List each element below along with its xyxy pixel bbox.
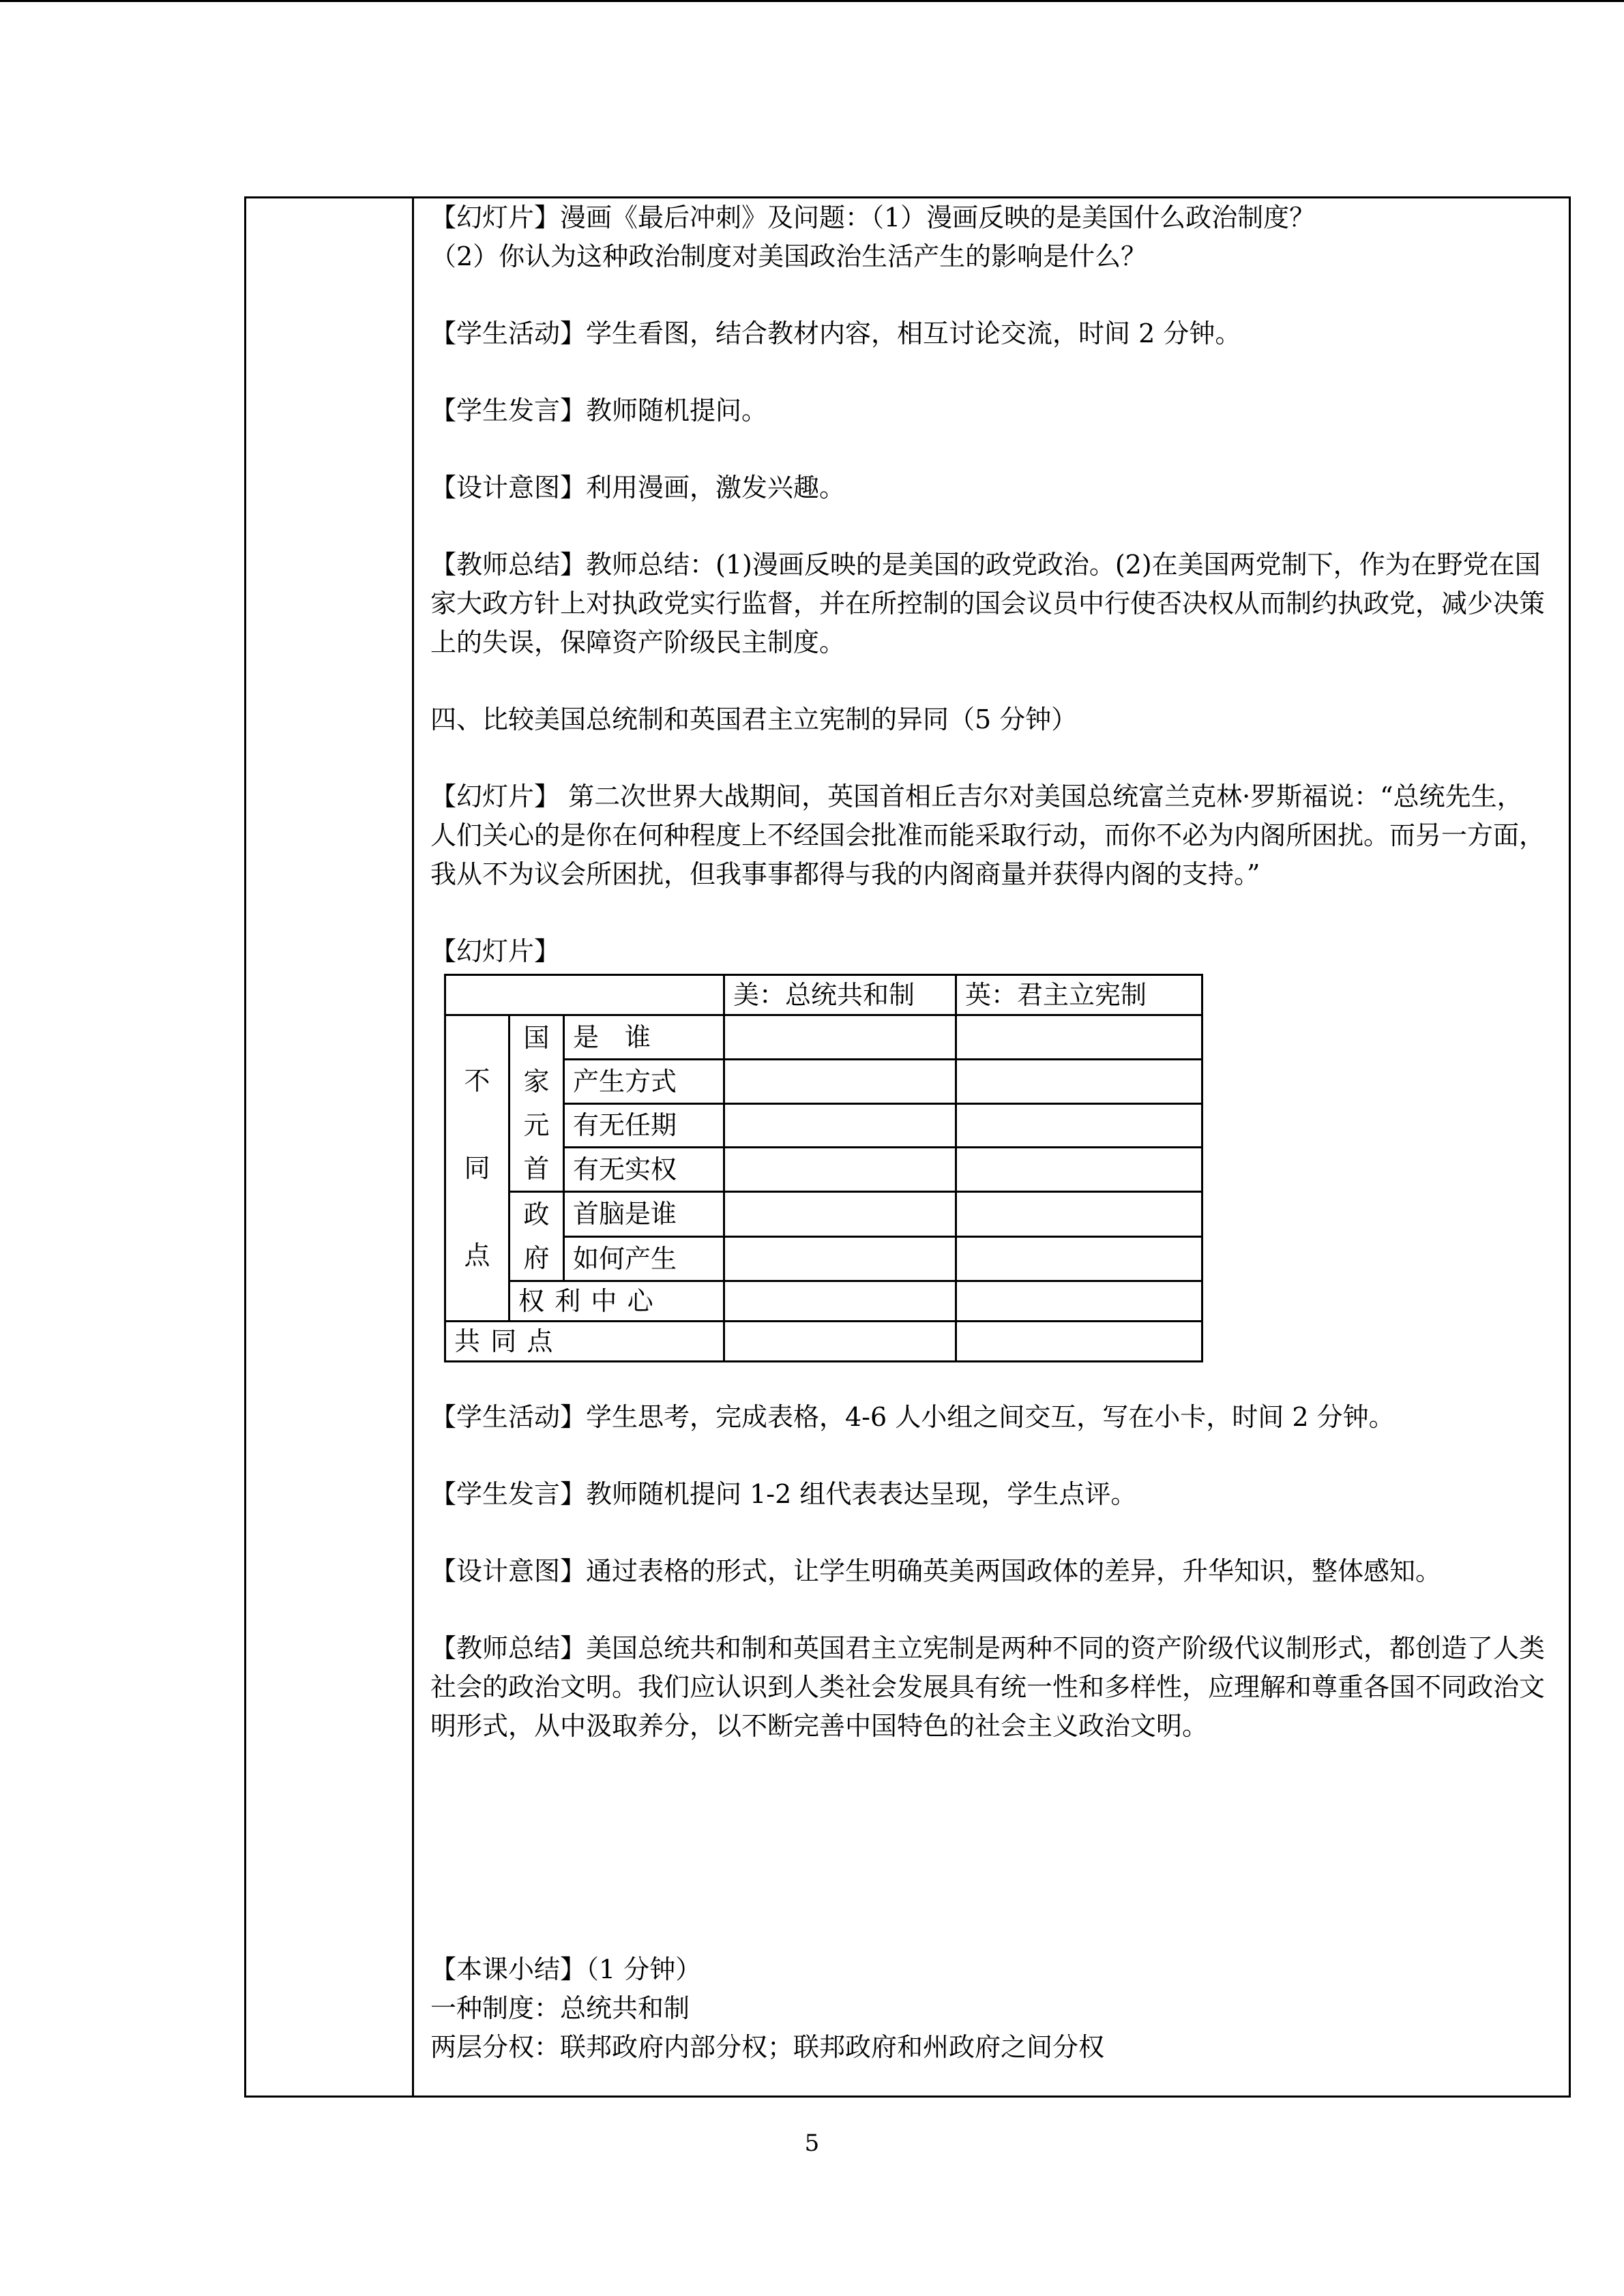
row-label-power-center: 权利中心 [510,1281,724,1322]
cell-blank [956,1236,1202,1281]
cell-blank [724,1015,956,1060]
lesson-content [430,198,1548,2067]
design-intent-1: 【设计意图】利用漫画，激发兴趣。 [430,473,846,503]
table-row [445,1192,1202,1237]
group-label-text: 不同点 [464,1066,490,1270]
slide-question-line-2: （2）你认为这种政治制度对美国政治生活产生的影响是什么？ [430,241,1147,271]
row-label-term: 有无任期 [564,1103,724,1148]
subgroup-text: 政府 [523,1199,550,1273]
student-activity-1: 【学生活动】学生看图，结合教材内容，相互讨论交流，时间 2 分钟。 [430,318,1241,348]
summary-line-2: 两层分权：联邦政府内部分权；联邦政府和州政府之间分权 [430,2032,1105,2062]
top-border-line [0,0,1624,2]
table-row [445,1015,1202,1060]
row-label-how-formed: 如何产生 [564,1236,724,1281]
lesson-summary-heading: 【本课小结】（1 分钟） [430,1954,702,1984]
slide-label: 【幻灯片】 [430,936,561,966]
table-header-row [445,975,1202,1015]
teacher-summary-2: 【教师总结】美国总统共和制和英国君主立宪制是两种不同的资产阶级代议制形式，都创造了人类社会的政治文明。我们应认识到人类社会发展具有统一性和多样性，应理解和尊重各国不同政治文明形式，从中汲取养分，以不断完善中国特色的社会主义政治文明。 [430,1633,1546,1741]
slide-question-line-1: 【幻灯片】漫画《最后冲刺》及问题：（1）漫画反映的是美国什么政治制度？ [430,203,1316,233]
cell-blank [724,1322,956,1362]
slide-quote: 【幻灯片】 第二次世界大战期间，英国首相丘吉尔对美国总统富兰克林·罗斯福说：“总统先生，人们关心的是你在何种程度上不经国会批准而能采取行动，而你不必为内阁所困扰。而另一方面，我从不为议会所困扰，但我事事都得与我的内阁商量并获得内阁的支持。” [430,781,1546,889]
cell-blank [956,1281,1202,1322]
subgroup-head-of-state [510,1015,564,1192]
cell-blank [724,1192,956,1237]
cell-blank [724,1103,956,1148]
cell-blank [956,1148,1202,1192]
cell-blank [956,1059,1202,1103]
cell-blank [956,1103,1202,1148]
table-row [445,1281,1202,1322]
student-speech-2: 【学生发言】教师随机提问 1-2 组代表表达呈现，学生点评。 [430,1479,1137,1509]
cell-blank [724,1281,956,1322]
cell-blank [956,1192,1202,1237]
group-label-differences [445,1015,510,1322]
design-intent-2: 【设计意图】通过表格的形式，让学生明确英美两国政体的差异，升华知识，整体感知。 [430,1556,1442,1586]
table-row [445,1322,1202,1362]
subgroup-government [510,1192,564,1281]
student-speech-1: 【学生发言】教师随机提问。 [430,396,768,426]
section-heading-4: 四、比较美国总统制和英国君主立宪制的异同（5 分钟） [430,704,1078,734]
subgroup-text: 国家元首 [523,1023,550,1184]
table-corner-cell [445,975,724,1015]
student-activity-2: 【学生活动】学生思考，完成表格，4-6 人小组之间交互，写在小卡，时间 2 分钟。 [430,1402,1395,1432]
header-uk: 英：君主立宪制 [956,975,1202,1015]
cell-blank [724,1236,956,1281]
cell-blank [956,1322,1202,1362]
summary-line-1: 一种制度：总统共和制 [430,1993,690,2023]
comparison-table [444,974,1203,1362]
page-number: 5 [804,2130,820,2157]
row-label-who: 是 谁 [564,1015,724,1060]
cell-blank [724,1059,956,1103]
cell-blank [724,1148,956,1192]
row-label-head-who: 首脑是谁 [564,1192,724,1237]
cell-blank [956,1015,1202,1060]
teacher-summary-1: 【教师总结】教师总结：(1)漫画反映的是美国的政党政治。(2)在美国两党制下，作为在野党在国家大政方针上对执政党实行监督，并在所控制的国会议员中行使否决权从而制约执政党，减少决策上的失误，保障资产阶级民主制度。 [430,550,1546,657]
lesson-plan-frame [244,196,1571,2098]
row-label-common: 共同点 [445,1322,724,1362]
row-label-how-produced: 产生方式 [564,1059,724,1103]
row-label-real-power: 有无实权 [564,1148,724,1192]
column-divider [412,198,414,2096]
header-us: 美：总统共和制 [724,975,956,1015]
